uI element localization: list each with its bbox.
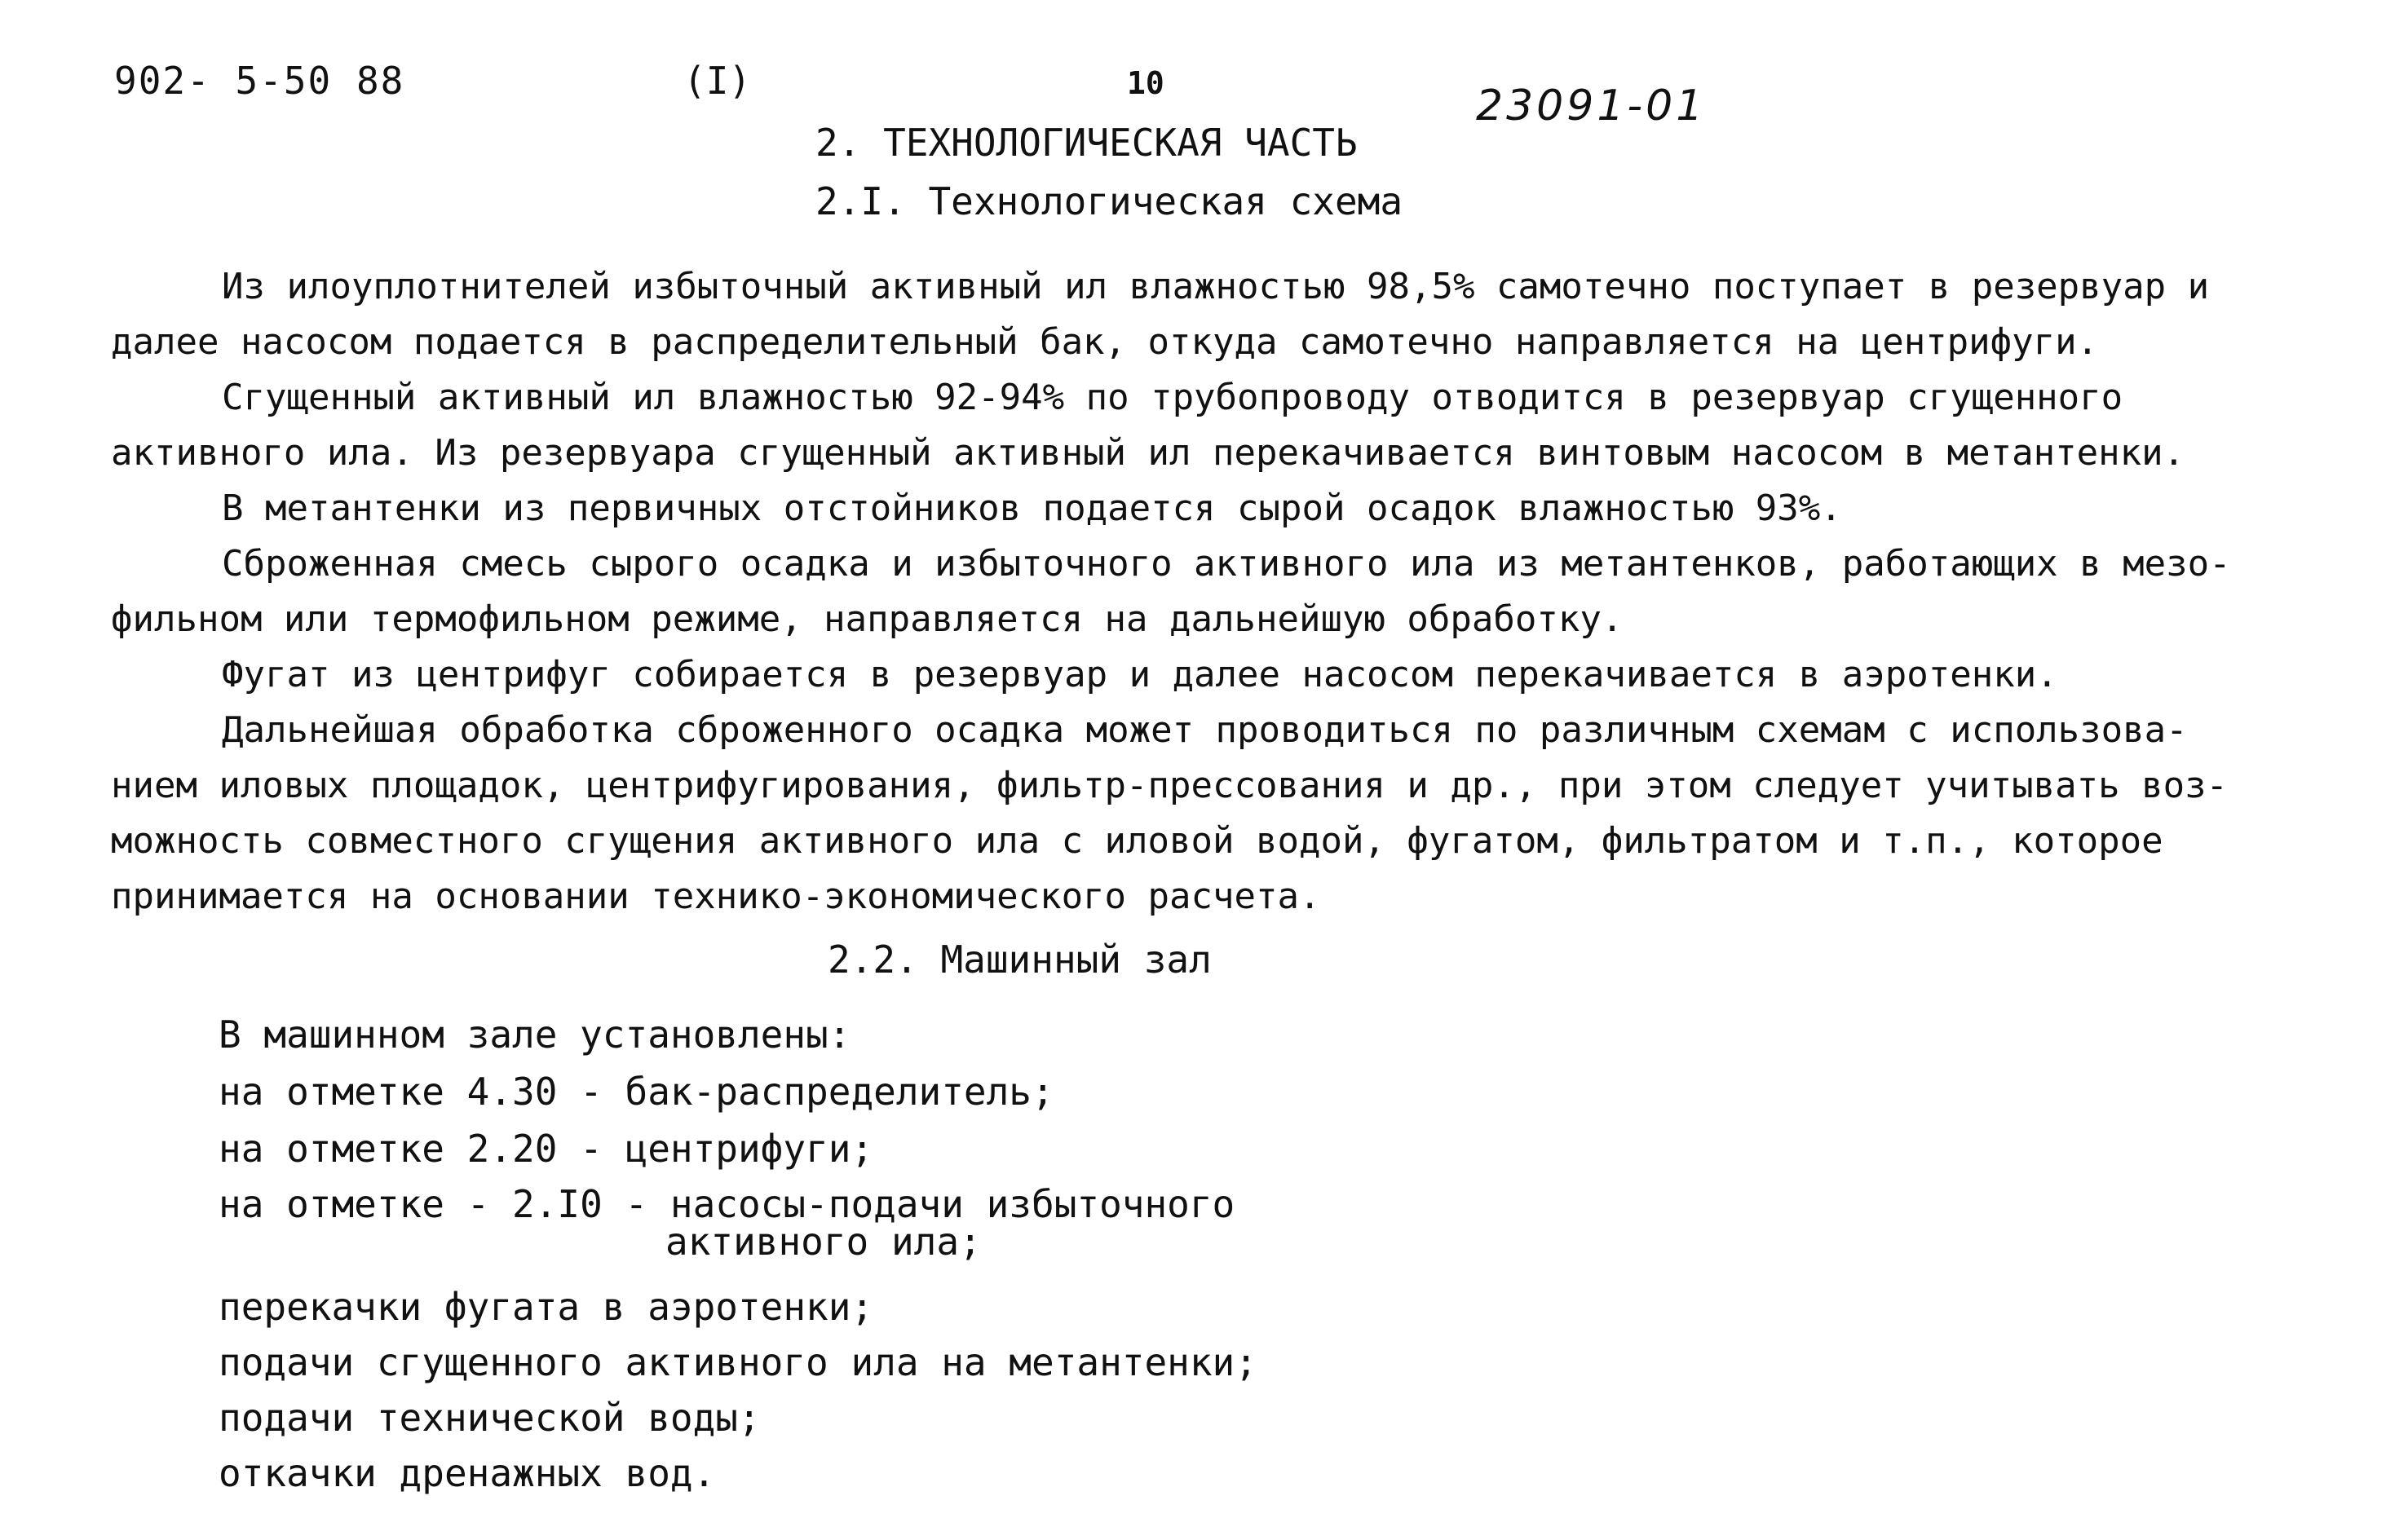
paragraph-line: Сброженная смесь сырого осадка и избыточного активного ила из метантенков, работающих в мезо- (222, 543, 2231, 585)
paragraph-line: далее насосом подается в распределительный бак, откуда самотечно направляется на центрифуги. (111, 321, 2099, 363)
list-item: на отметке - 2.I0 - насосы-подачи избыточного (219, 1182, 1235, 1226)
list-item: подачи технической воды; (219, 1396, 761, 1440)
list-item: активного ила; (665, 1220, 982, 1264)
list-item: на отметке 4.30 - бак-распределитель; (219, 1070, 1054, 1114)
paragraph-line: Фугат из центрифуг собирается в резервуар и далее насосом перекачивается в аэротенки. (222, 654, 2058, 695)
paragraph-line: фильном или термофильном режиме, направляется на дальнейшую обработку. (111, 598, 1624, 640)
list-item: откачки дренажных вод. (219, 1451, 716, 1495)
document-code: 902- 5-50 88 (114, 59, 405, 103)
sheet-marker: (I) (683, 59, 752, 103)
list-item: на отметке 2.20 - центрифуги; (219, 1127, 874, 1171)
subsection-2-title: 2.2. Машинный зал (828, 938, 1212, 982)
list-intro: В машинном зале установлены: (219, 1013, 851, 1057)
handwritten-number: 23091-01 (1476, 82, 1707, 130)
list-item: перекачки фугата в аэротенки; (219, 1285, 874, 1329)
paragraph-line: активного ила. Из резервуара сгущенный активный ил перекачивается винтовым насосом в метантенки. (111, 432, 2185, 474)
paragraph-line: Из илоуплотнителей избыточный активный ил влажностью 98,5% самотечно поступает в резервуар и (222, 266, 2210, 307)
list-item: подачи сгущенного активного ила на метантенки; (219, 1340, 1257, 1384)
subsection-1-title: 2.I. Технологическая схема (815, 179, 1403, 223)
paragraph-line: можность совместного сгущения активного ила с иловой водой, фугатом, фильтратом и т.п., которое (111, 820, 2163, 862)
paragraph-line: Дальнейшая обработка сброженного осадка может проводиться по различным схемам с использова- (222, 709, 2188, 751)
paragraph-line: нием иловых площадок, центрифугирования, фильтр-прессования и др., при этом следует учитывать воз- (111, 765, 2229, 806)
paragraph-line: В метантенки из первичных отстойников подается сырой осадок влажностью 93%. (222, 488, 1842, 529)
page-number: 10 (1127, 65, 1164, 101)
paragraph-line: Сгущенный активный ил влажностью 92-94% по трубопроводу отводится в резервуар сгущенного (222, 377, 2123, 418)
paragraph-line: принимается на основании технико-экономического расчета. (111, 876, 1321, 917)
section-title: 2. ТЕХНОЛОГИЧЕСКАЯ ЧАСТЬ (815, 121, 1358, 165)
